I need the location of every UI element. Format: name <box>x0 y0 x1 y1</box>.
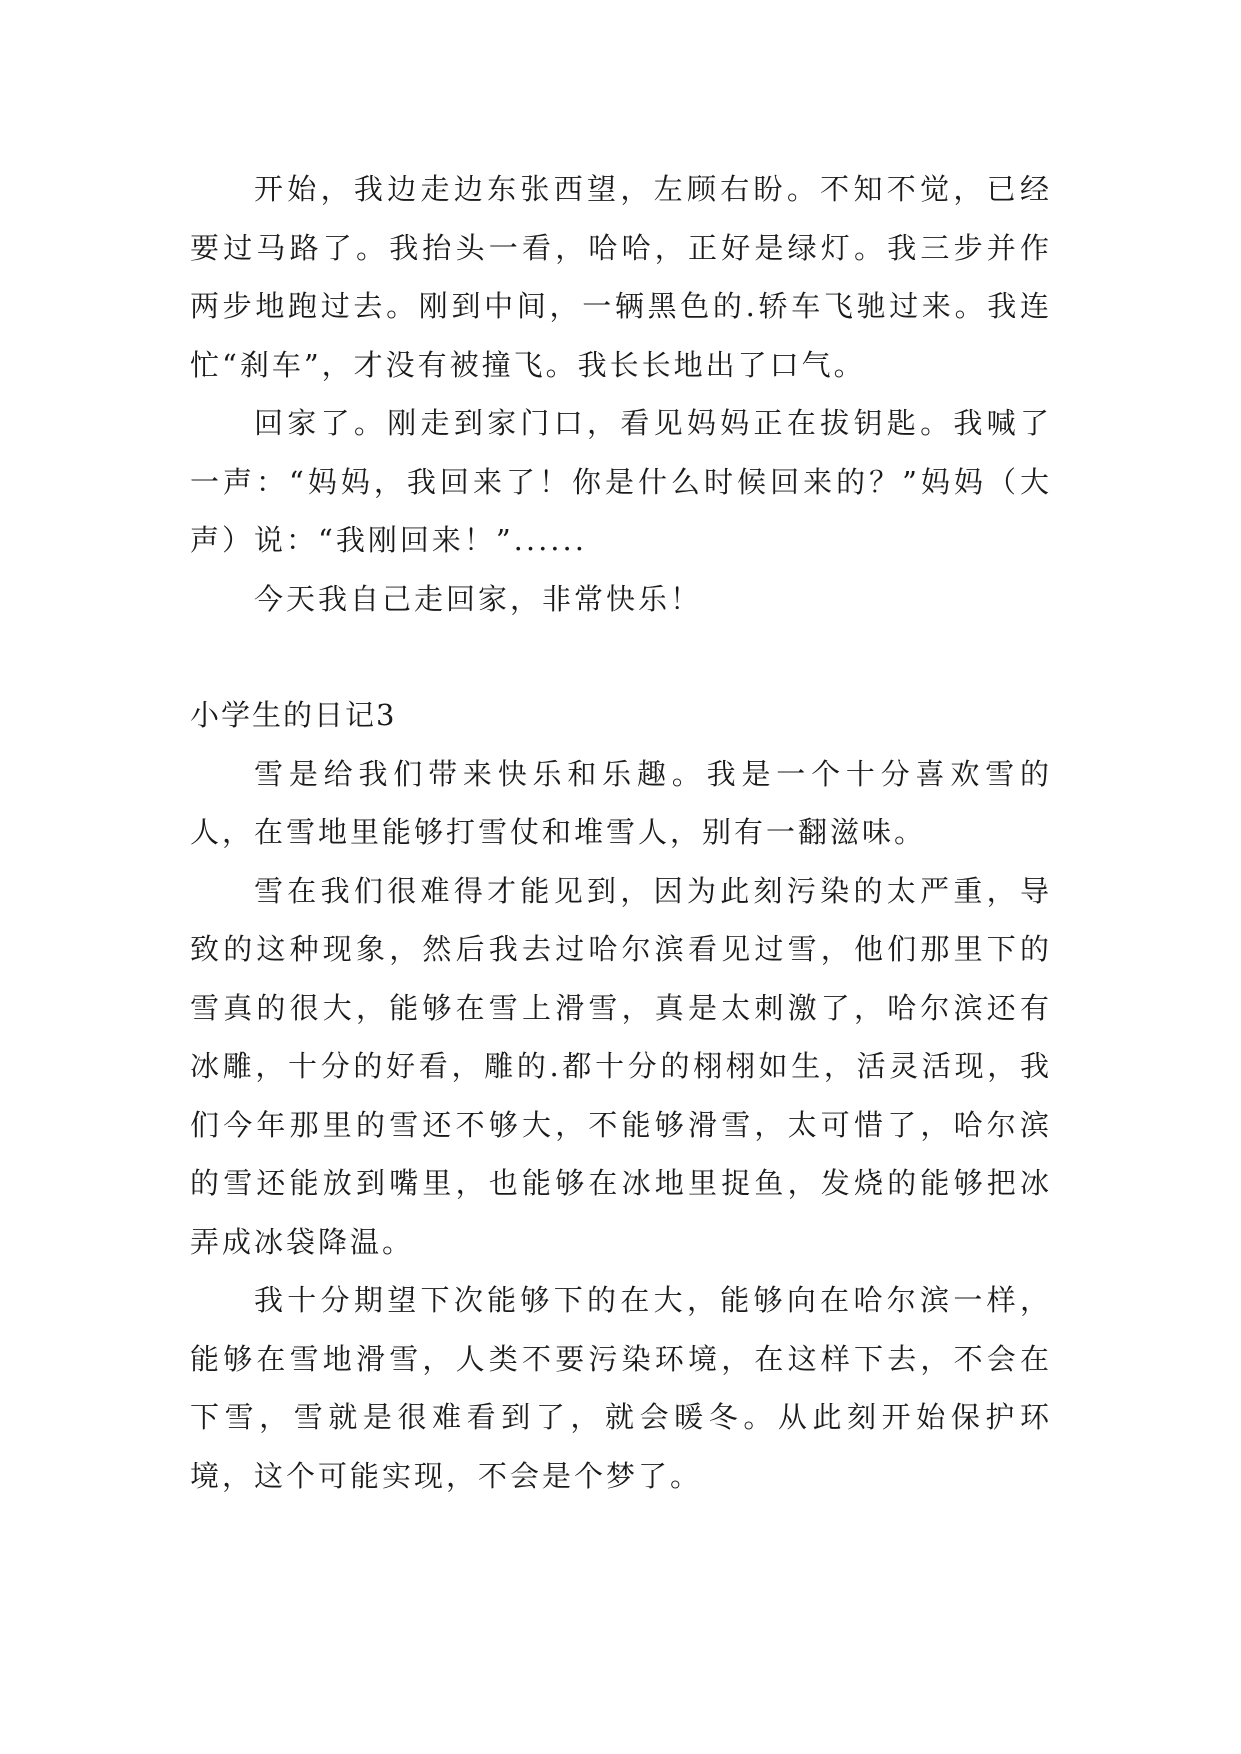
document-body <box>190 160 1052 1505</box>
section-title: 小学生的日记3 <box>190 698 397 732</box>
paragraph-arriving-home: 回家了。刚走到家门口，看见妈妈正在拔钥匙。我喊了一声：“妈妈，我回来了！你是什么时候回来的？”妈妈（大声）说：“我刚回来！”...... <box>190 406 1052 557</box>
paragraph-happy-conclusion: 今天我自己走回家，非常快乐！ <box>254 581 703 616</box>
paragraph-protect-environment: 我十分期望下次能够下的在大，能够向在哈尔滨一样，能够在雪地滑雪，人类不要污染环境，在这样下去，不会在下雪，雪就是很难看到了，就会暖冬。从此刻开始保护环境，这个可能实现，不会是个梦了。 <box>190 1283 1052 1493</box>
paragraph-walking-home: 开始，我边走边东张西望，左顾右盼。不知不觉，已经要过马路了。我抬头一看，哈哈，正好是绿灯。我三步并作两步地跑过去。刚到中间，一辆黑色的.轿车飞驰过来。我连忙“刹车”，才没有被撞飞。我长长地出了口气。 <box>190 172 1052 382</box>
section-spacer <box>190 628 1052 686</box>
paragraph-snow-joy: 雪是给我们带来快乐和乐趣。我是一个十分喜欢雪的人，在雪地里能够打雪仗和堆雪人，别有一翻滋味。 <box>190 756 1052 849</box>
paragraph-harbin-snow: 雪在我们很难得才能见到，因为此刻污染的太严重，导致的这种现象，然后我去过哈尔滨看见过雪，他们那里下的雪真的很大，能够在雪上滑雪，真是太刺激了，哈尔滨还有冰雕，十分的好看，雕的.都十分的栩栩如生，活灵活现，我们今年那里的雪还不够大，不能够滑雪，太可惜了，哈尔滨的雪还能放到嘴里，也能够在冰地里捉鱼，发烧的能够把冰弄成冰袋降温。 <box>190 873 1052 1259</box>
